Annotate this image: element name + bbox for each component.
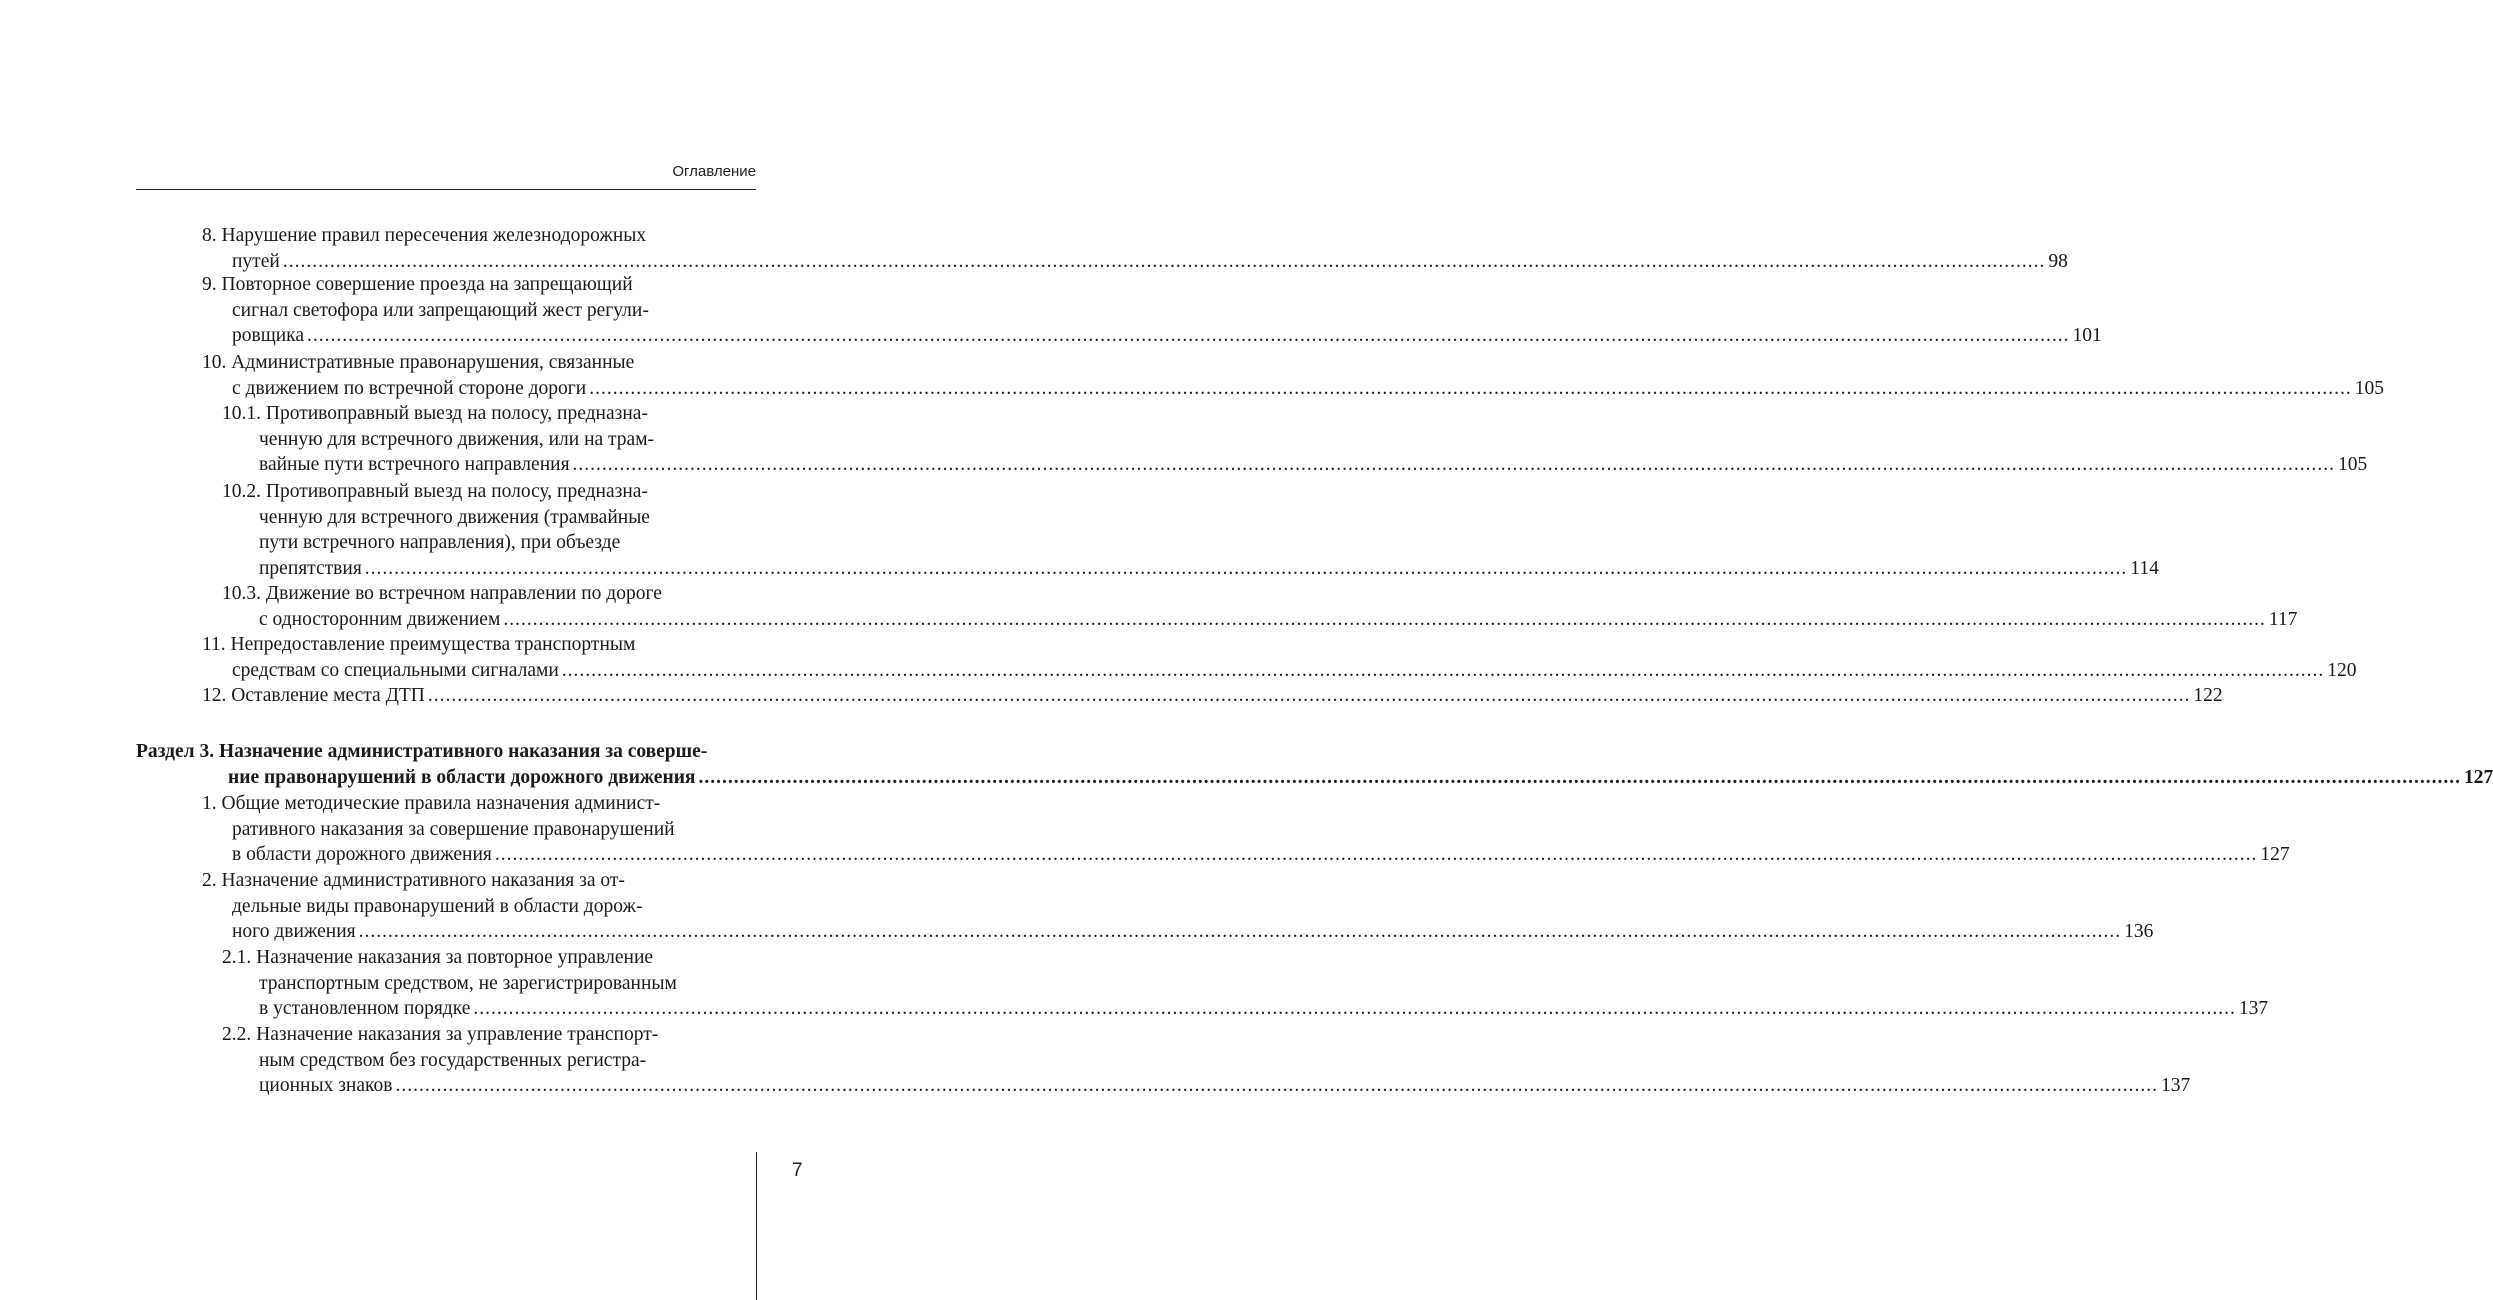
toc-entry-line: [232, 919, 2154, 945]
toc-entry-text: 10. Административные правонарушения, связанные: [202, 352, 635, 373]
toc-page-number: 127: [2464, 766, 2493, 788]
toc-entry-text: 8. Нарушение правил пересечения железнодорожных: [202, 225, 647, 246]
toc-entry-line: [232, 376, 2384, 402]
toc-entry-line: [259, 427, 754, 453]
toc-dot-leader: ............................................................................................................................................................................................................................................................................................................: [473, 998, 2236, 1019]
toc-entry-text: с односторонним движением: [259, 608, 501, 630]
toc-page-number: 136: [2124, 921, 2154, 942]
toc-entry-line: [222, 1022, 754, 1048]
toc-entry-line: [222, 581, 754, 607]
toc-page-number: 117: [2268, 608, 2298, 630]
toc-entry-text: путей: [232, 250, 280, 272]
toc-entry-text: ративного наказания за совершение правонарушений: [232, 818, 675, 840]
toc-page-number: 101: [2072, 325, 2102, 346]
toc-dot-leader: ............................................................................................................................................................................................................................................................................................................: [358, 921, 2122, 942]
toc-entry-text: сигнал светофора или запрещающий жест регули-: [232, 299, 649, 321]
toc-entry-text: 10.3. Движение во встречном направлении по дороге: [222, 583, 662, 604]
toc-entry-line: [222, 401, 754, 427]
toc-entry-line: [202, 791, 754, 817]
toc-entry-text: средствам со специальными сигналами: [232, 659, 559, 681]
toc-entry-text: ного движения: [232, 921, 356, 942]
toc-entry-line: [259, 996, 2269, 1022]
toc-dot-leader: ............................................................................................................................................................................................................................................................................................................: [572, 454, 2336, 475]
toc-entry-line: [202, 272, 754, 298]
toc-entry-text: 2.1. Назначение наказания за повторное управление: [222, 947, 654, 968]
toc-dot-leader: ............................................................................................................................................................................................................................................................................................................: [589, 377, 2352, 399]
toc-entry-line: [136, 739, 754, 765]
toc-entry-text: 10.1. Противоправный выезд на полосу, предназна-: [222, 403, 648, 424]
toc-entry-text: вайные пути встречного направления: [259, 454, 570, 475]
toc-entry-line: [232, 817, 754, 843]
toc-entry-line: [202, 868, 754, 894]
toc-entry-line: [202, 350, 754, 376]
toc-entry-text: ным средством без государственных регистра-: [259, 1049, 647, 1071]
running-title: Оглавление: [672, 163, 756, 180]
toc-dot-leader: ............................................................................................................................................................................................................................................................................................................: [698, 766, 2461, 788]
toc-entry-line: [259, 556, 2159, 582]
toc-entry-text: 10.2. Противоправный выезд на полосу, предназна-: [222, 481, 648, 502]
toc-entry-line: [232, 249, 2068, 275]
toc-entry-line: [202, 632, 754, 658]
toc-entry-line: [232, 842, 2290, 868]
toc-entry-text: ченную для встречного движения, или на трам-: [259, 428, 655, 450]
toc-entry-text: с движением по встречной стороне дороги: [232, 377, 587, 399]
toc-entry-line: [259, 607, 2298, 633]
toc-dot-leader: ............................................................................................................................................................................................................................................................................................................: [395, 1075, 2158, 1096]
toc-entry-text: препятствия: [259, 557, 362, 579]
toc-entry-text: транспортным средством, не зарегистрированным: [259, 972, 677, 994]
toc-entry-line: [259, 1048, 754, 1074]
toc-entry-text: 9. Повторное совершение проезда на запрещающий: [202, 274, 633, 295]
toc-entry-text: в области дорожного движения: [232, 844, 492, 865]
toc-entry-text: ционных знаков: [259, 1075, 393, 1096]
toc-entry-text: 1. Общие методические правила назначения админист-: [202, 793, 661, 814]
toc-entry-line: [232, 894, 754, 920]
toc-entry-text: 12. Оставление места ДТП: [202, 685, 425, 706]
toc-entry-line: [232, 658, 2357, 684]
toc-entry-line: [259, 1073, 2191, 1099]
toc-page-number: 127: [2260, 844, 2290, 865]
toc-dot-leader: ............................................................................................................................................................................................................................................................................................................: [503, 608, 2266, 630]
toc-page-number: 137: [2238, 998, 2269, 1019]
toc-entry-line: [222, 479, 754, 505]
toc-dot-leader: ............................................................................................................................................................................................................................................................................................................: [427, 685, 2191, 706]
toc-entry-line: [259, 505, 754, 531]
toc-dot-leader: ............................................................................................................................................................................................................................................................................................................: [282, 250, 2046, 272]
page-number-divider: [756, 1152, 757, 1300]
toc-entry-line: [259, 530, 754, 556]
toc-entry-line: [259, 452, 2368, 478]
toc-entry-line: [228, 765, 2493, 791]
toc-page-number: 137: [2160, 1075, 2191, 1096]
toc-entry-text: 11. Непредоставление преимущества транспортным: [202, 634, 636, 655]
toc-entry-text: 2. Назначение административного наказания за от-: [202, 870, 625, 891]
toc-dot-leader: ............................................................................................................................................................................................................................................................................................................: [364, 557, 2128, 579]
toc-entry-line: [259, 971, 754, 997]
header-divider: [136, 189, 756, 190]
toc-entry-line: [202, 683, 2223, 709]
toc-entry-line: [232, 298, 754, 324]
toc-entry-line: [222, 945, 754, 971]
toc-page-number: 120: [2327, 659, 2357, 681]
toc-page-number: 122: [2193, 685, 2223, 706]
toc-entry-text: дельные виды правонарушений в области дорож-: [232, 895, 643, 917]
toc-entry-line: [202, 223, 754, 249]
toc-page-number: 114: [2130, 557, 2159, 579]
toc-dot-leader: ............................................................................................................................................................................................................................................................................................................: [494, 844, 2258, 865]
toc-entry-text: ровщика: [232, 325, 304, 346]
toc-entry-text: ченную для встречного движения (трамвайные: [259, 506, 650, 528]
toc-entry-text: Раздел 3. Назначение административного наказания за соверше-: [136, 741, 708, 762]
toc-entry-text: пути встречного направления), при объезде: [259, 532, 621, 553]
toc-entry-text: в установленном порядке: [259, 998, 471, 1019]
toc-dot-leader: ............................................................................................................................................................................................................................................................................................................: [307, 325, 2070, 346]
toc-entry-text: 2.2. Назначение наказания за управление транспорт-: [222, 1024, 659, 1045]
toc-entry-line: [232, 323, 2102, 349]
page-number: 7: [792, 1160, 803, 1181]
toc-entry-text: ние правонарушений в области дорожного движения: [228, 766, 696, 788]
toc-page-number: 98: [2048, 250, 2068, 272]
toc-page-number: 105: [2338, 454, 2368, 475]
toc-page-number: 105: [2354, 377, 2384, 399]
toc-dot-leader: ............................................................................................................................................................................................................................................................................................................: [561, 659, 2325, 681]
